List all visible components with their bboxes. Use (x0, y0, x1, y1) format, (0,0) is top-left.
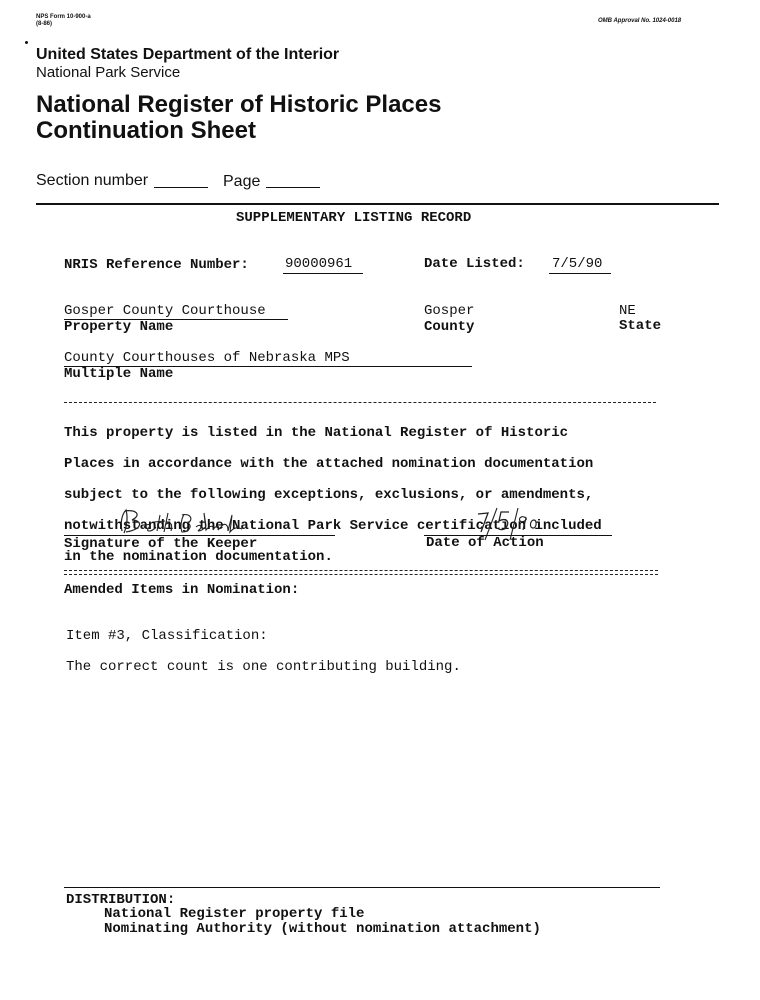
section-number-label: Section number (36, 172, 149, 189)
listing-statement (64, 410, 602, 581)
distribution-heading: DISTRIBUTION: (66, 892, 176, 908)
amended-item: Item #3, Classification: (66, 628, 268, 644)
form-number: NPS Form 10-900-a (36, 14, 91, 20)
date-listed-underline (549, 273, 611, 274)
page-blank (266, 187, 320, 188)
state-label: State (619, 318, 662, 334)
stray-dot (25, 41, 28, 44)
property-name-label: Property Name (64, 319, 174, 335)
property-name-value: Gosper County Courthouse (64, 303, 266, 319)
state-value: NE (619, 303, 636, 319)
action-date-label: Date of Action (426, 535, 544, 551)
form-subtitle: Continuation Sheet (36, 117, 256, 144)
service-name: National Park Service (36, 64, 181, 81)
amended-text: The correct count is one contributing building. (66, 659, 461, 675)
statement-line: subject to the following exceptions, exclusions, or amendments, (64, 486, 594, 503)
county-value: Gosper (424, 303, 475, 319)
record-title: SUPPLEMENTARY LISTING RECORD (236, 210, 472, 226)
omb-approval: OMB Approval No. 1024-0018 (598, 18, 682, 24)
date-listed-value: 7/5/90 (552, 256, 603, 272)
keeper-signature (110, 505, 260, 539)
distribution-item: National Register property file (104, 906, 365, 922)
statement-line: This property is listed in the National Register of Historic (64, 424, 569, 441)
form-date: (8-86) (36, 21, 53, 27)
form-title: National Register of Historic Places (36, 91, 442, 118)
dashed-separator (64, 402, 656, 403)
date-listed-label: Date Listed: (424, 256, 525, 272)
statement-line: Places in accordance with the attached nomination documentation (64, 455, 594, 472)
header-rule (36, 203, 719, 205)
signature-label: Signature of the Keeper (64, 536, 258, 552)
page-label: Page (223, 173, 261, 190)
statement-line: notwithstanding the National Park Service certification included (64, 517, 602, 534)
multiple-name-label: Multiple Name (64, 366, 174, 382)
county-label: County (424, 319, 475, 335)
amended-heading: Amended Items in Nomination: (64, 582, 300, 598)
distribution-rule (64, 887, 660, 888)
statement-line: in the nomination documentation. (64, 548, 333, 565)
double-separator (64, 570, 658, 575)
multiple-name-value: County Courthouses of Nebraska MPS (64, 350, 350, 366)
section-number-blank (154, 187, 208, 188)
nris-underline (283, 273, 363, 274)
distribution-item: Nominating Authority (without nomination attachment) (104, 921, 541, 937)
nris-label: NRIS Reference Number: (64, 257, 249, 273)
nris-value: 90000961 (285, 256, 353, 272)
department-name: United States Department of the Interior (36, 46, 340, 63)
